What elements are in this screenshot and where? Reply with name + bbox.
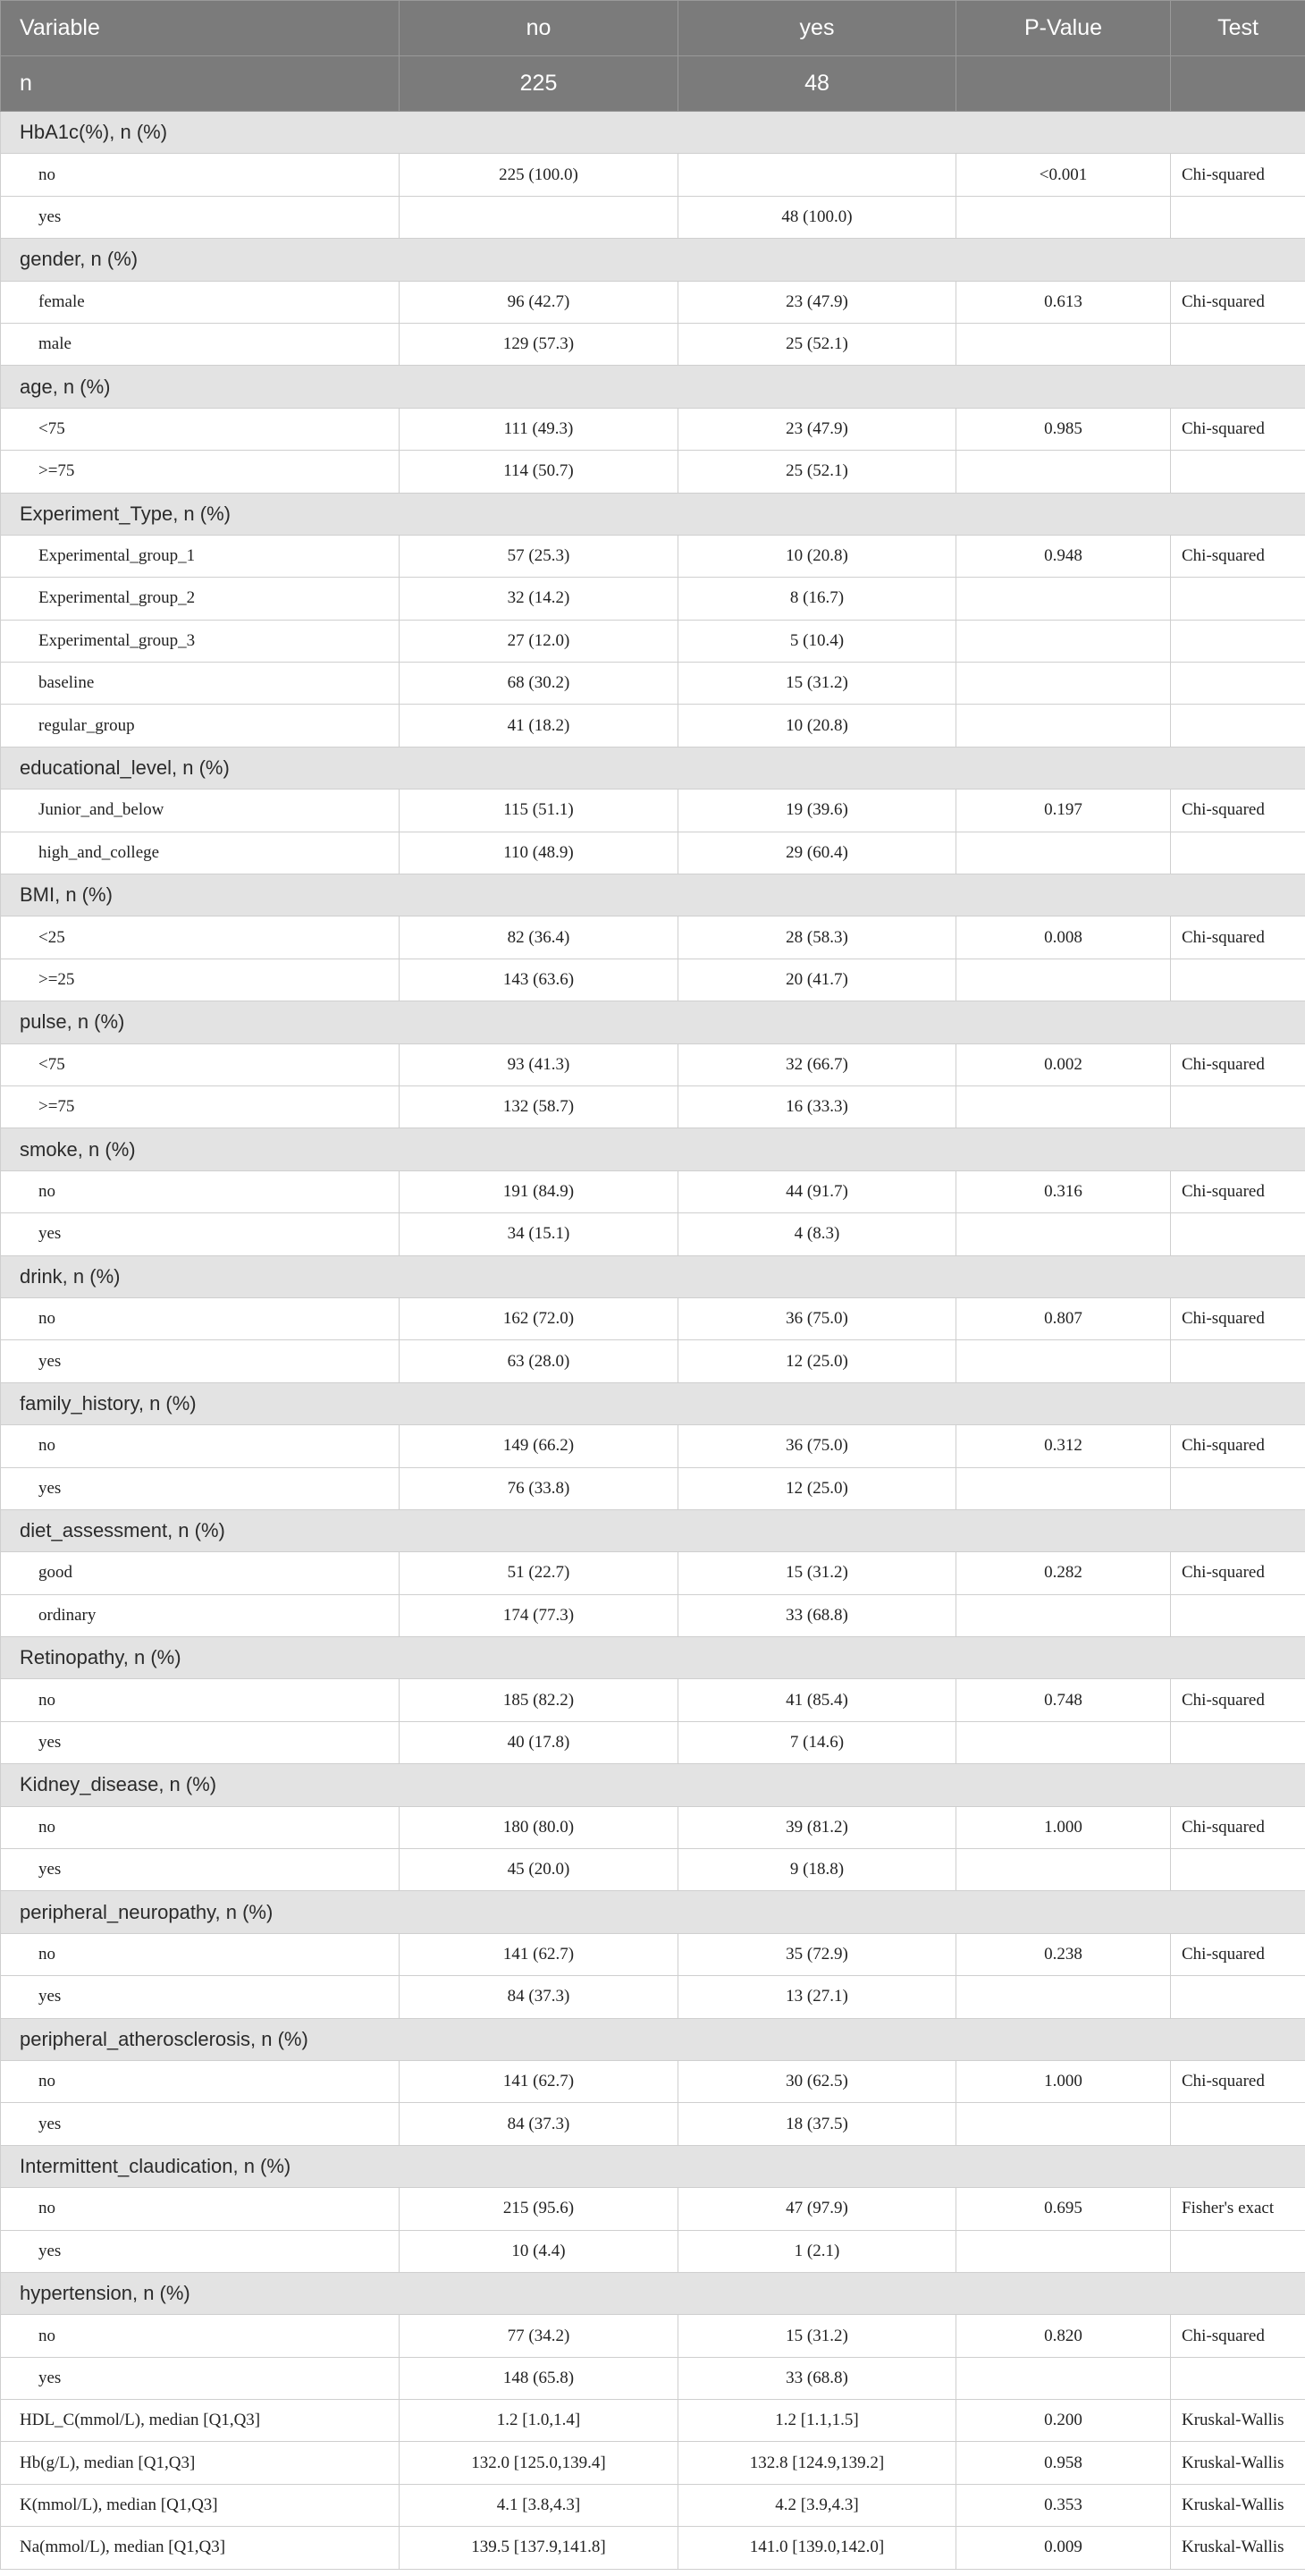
row-label: no xyxy=(1,1806,400,1848)
cell-yes: 48 (100.0) xyxy=(678,196,956,238)
cell-test: Chi-squared xyxy=(1171,1806,1305,1848)
cell-yes: 16 (33.3) xyxy=(678,1085,956,1128)
cell-p-value: <0.001 xyxy=(956,154,1171,196)
cell-yes: 23 (47.9) xyxy=(678,281,956,323)
group-label: Retinopathy, n (%) xyxy=(1,1637,1305,1679)
cell-yes: 15 (31.2) xyxy=(678,1552,956,1594)
cell-test xyxy=(1171,1849,1305,1891)
cell-p-value: 0.282 xyxy=(956,1552,1171,1594)
cell-no: 149 (66.2) xyxy=(400,1425,678,1467)
cell-no: 57 (25.3) xyxy=(400,535,678,577)
table-row xyxy=(1,1849,1305,1891)
cell-test: Kruskal-Wallis xyxy=(1171,2442,1305,2484)
table-row xyxy=(1,1213,1305,1255)
group-label: Intermittent_claudication, n (%) xyxy=(1,2145,1305,2187)
group-label: smoke, n (%) xyxy=(1,1128,1305,1170)
cell-no: 180 (80.0) xyxy=(400,1806,678,1848)
cell-p-value: 0.958 xyxy=(956,2442,1171,2484)
cell-yes: 30 (62.5) xyxy=(678,2060,956,2102)
cell-no: 63 (28.0) xyxy=(400,1340,678,1382)
cell-p-value: 0.820 xyxy=(956,2315,1171,2357)
group-label: gender, n (%) xyxy=(1,239,1305,281)
cell-p-value xyxy=(956,1721,1171,1763)
cell-test xyxy=(1171,620,1305,662)
table-row xyxy=(1,1594,1305,1636)
cell-yes: 4 (8.3) xyxy=(678,1213,956,1255)
group-label: BMI, n (%) xyxy=(1,874,1305,916)
table-row xyxy=(1,154,1305,196)
cell-no: 132 (58.7) xyxy=(400,1085,678,1128)
table-row xyxy=(1,1340,1305,1382)
row-label: yes xyxy=(1,2357,400,2399)
cell-no: 84 (37.3) xyxy=(400,1976,678,2018)
cell-no: 10 (4.4) xyxy=(400,2230,678,2272)
cell-yes: 12 (25.0) xyxy=(678,1467,956,1509)
cell-test: Chi-squared xyxy=(1171,2315,1305,2357)
cell-no: 114 (50.7) xyxy=(400,451,678,493)
cell-test xyxy=(1171,2357,1305,2399)
row-label: baseline xyxy=(1,663,400,705)
cell-p-value xyxy=(956,620,1171,662)
cell-yes: 29 (60.4) xyxy=(678,832,956,874)
row-label: yes xyxy=(1,1721,400,1763)
cell-no: 32 (14.2) xyxy=(400,578,678,620)
table-row xyxy=(1,1679,1305,1721)
cell-no: 34 (15.1) xyxy=(400,1213,678,1255)
cell-no: 96 (42.7) xyxy=(400,281,678,323)
cell-p-value: 0.613 xyxy=(956,281,1171,323)
group-header-row xyxy=(1,1255,1305,1297)
n-no: 225 xyxy=(400,56,678,112)
cell-yes: 1.2 [1.1,1.5] xyxy=(678,2400,956,2442)
cell-test xyxy=(1171,323,1305,365)
cell-no: 191 (84.9) xyxy=(400,1170,678,1212)
group-header-row xyxy=(1,493,1305,535)
group-label: family_history, n (%) xyxy=(1,1382,1305,1424)
header-p-value: P-Value xyxy=(956,1,1171,56)
header-test: Test xyxy=(1171,1,1305,56)
table-row xyxy=(1,2315,1305,2357)
table-row xyxy=(1,1552,1305,1594)
row-label: <75 xyxy=(1,1043,400,1085)
group-header-row xyxy=(1,366,1305,408)
header-yes: yes xyxy=(678,1,956,56)
cell-no: 82 (36.4) xyxy=(400,916,678,959)
cell-yes: 20 (41.7) xyxy=(678,959,956,1001)
group-label: drink, n (%) xyxy=(1,1255,1305,1297)
row-label: yes xyxy=(1,2103,400,2145)
row-label: high_and_college xyxy=(1,832,400,874)
row-label: male xyxy=(1,323,400,365)
group-label: educational_level, n (%) xyxy=(1,747,1305,789)
cell-no: 225 (100.0) xyxy=(400,154,678,196)
row-label: Experimental_group_2 xyxy=(1,578,400,620)
cell-p-value xyxy=(956,959,1171,1001)
cell-p-value xyxy=(956,1340,1171,1382)
cell-test: Chi-squared xyxy=(1171,1425,1305,1467)
cell-p-value: 0.009 xyxy=(956,2527,1171,2569)
cell-test: Kruskal-Wallis xyxy=(1171,2400,1305,2442)
cell-test: Chi-squared xyxy=(1171,916,1305,959)
table-row xyxy=(1,2527,1305,2569)
group-label: peripheral_atherosclerosis, n (%) xyxy=(1,2018,1305,2060)
cell-p-value: 0.353 xyxy=(956,2484,1171,2526)
table-row xyxy=(1,535,1305,577)
header-variable: Variable xyxy=(1,1,400,56)
cell-yes: 19 (39.6) xyxy=(678,790,956,832)
group-header-row xyxy=(1,1637,1305,1679)
cell-p-value xyxy=(956,2103,1171,2145)
cell-p-value xyxy=(956,1213,1171,1255)
row-label: no xyxy=(1,1297,400,1339)
cell-p-value: 0.197 xyxy=(956,790,1171,832)
cell-test: Fisher's exact xyxy=(1171,2188,1305,2230)
n-test xyxy=(1171,56,1305,112)
cell-test xyxy=(1171,2103,1305,2145)
cell-test: Chi-squared xyxy=(1171,1679,1305,1721)
table-row xyxy=(1,2484,1305,2526)
cell-yes: 36 (75.0) xyxy=(678,1425,956,1467)
cell-test: Chi-squared xyxy=(1171,1043,1305,1085)
cell-no xyxy=(400,196,678,238)
group-label: diet_assessment, n (%) xyxy=(1,1509,1305,1551)
row-label: Experimental_group_1 xyxy=(1,535,400,577)
row-label: no xyxy=(1,2315,400,2357)
cell-yes: 7 (14.6) xyxy=(678,1721,956,1763)
cell-p-value: 0.316 xyxy=(956,1170,1171,1212)
table-row xyxy=(1,1425,1305,1467)
cell-test xyxy=(1171,578,1305,620)
row-label: no xyxy=(1,1679,400,1721)
cell-test xyxy=(1171,1340,1305,1382)
table-row xyxy=(1,1806,1305,1848)
table-row xyxy=(1,620,1305,662)
cell-test xyxy=(1171,705,1305,747)
cell-yes: 15 (31.2) xyxy=(678,663,956,705)
cell-no: 1.2 [1.0,1.4] xyxy=(400,2400,678,2442)
cell-yes: 25 (52.1) xyxy=(678,323,956,365)
cell-test: Chi-squared xyxy=(1171,790,1305,832)
table-body xyxy=(1,112,1305,2570)
table-row xyxy=(1,196,1305,238)
cell-yes: 41 (85.4) xyxy=(678,1679,956,1721)
cell-no: 40 (17.8) xyxy=(400,1721,678,1763)
row-label: yes xyxy=(1,2230,400,2272)
row-label: ordinary xyxy=(1,1594,400,1636)
row-label: Na(mmol/L), median [Q1,Q3] xyxy=(1,2527,400,2569)
group-header-row xyxy=(1,2145,1305,2187)
row-label: Hb(g/L), median [Q1,Q3] xyxy=(1,2442,400,2484)
group-label: hypertension, n (%) xyxy=(1,2272,1305,2314)
row-label: good xyxy=(1,1552,400,1594)
cell-no: 215 (95.6) xyxy=(400,2188,678,2230)
cell-yes: 35 (72.9) xyxy=(678,1933,956,1975)
table-row xyxy=(1,1721,1305,1763)
cell-yes: 141.0 [139.0,142.0] xyxy=(678,2527,956,2569)
cell-p-value xyxy=(956,578,1171,620)
cell-test: Chi-squared xyxy=(1171,408,1305,450)
cell-yes: 39 (81.2) xyxy=(678,1806,956,1848)
cell-test xyxy=(1171,663,1305,705)
cell-yes: 47 (97.9) xyxy=(678,2188,956,2230)
cell-test: Chi-squared xyxy=(1171,535,1305,577)
cell-p-value xyxy=(956,323,1171,365)
group-label: pulse, n (%) xyxy=(1,1001,1305,1043)
cell-no: 41 (18.2) xyxy=(400,705,678,747)
row-label: regular_group xyxy=(1,705,400,747)
cell-p-value: 0.238 xyxy=(956,1933,1171,1975)
cell-test: Chi-squared xyxy=(1171,2060,1305,2102)
cell-no: 84 (37.3) xyxy=(400,2103,678,2145)
table-row xyxy=(1,1933,1305,1975)
cell-p-value xyxy=(956,663,1171,705)
row-label: yes xyxy=(1,1976,400,2018)
table-row xyxy=(1,2442,1305,2484)
cell-yes: 8 (16.7) xyxy=(678,578,956,620)
group-label: Kidney_disease, n (%) xyxy=(1,1764,1305,1806)
group-label: HbA1c(%), n (%) xyxy=(1,112,1305,154)
table-header xyxy=(1,1,1305,112)
cell-yes: 33 (68.8) xyxy=(678,2357,956,2399)
row-label: yes xyxy=(1,196,400,238)
cell-p-value: 0.200 xyxy=(956,2400,1171,2442)
cell-yes: 25 (52.1) xyxy=(678,451,956,493)
cell-yes: 23 (47.9) xyxy=(678,408,956,450)
cell-no: 93 (41.3) xyxy=(400,1043,678,1085)
row-label: <25 xyxy=(1,916,400,959)
row-label: yes xyxy=(1,1340,400,1382)
cell-test: Chi-squared xyxy=(1171,1297,1305,1339)
cell-yes: 132.8 [124.9,139.2] xyxy=(678,2442,956,2484)
cell-p-value xyxy=(956,2230,1171,2272)
cell-test: Chi-squared xyxy=(1171,154,1305,196)
table-row xyxy=(1,281,1305,323)
row-label: yes xyxy=(1,1849,400,1891)
cell-yes: 32 (66.7) xyxy=(678,1043,956,1085)
cell-no: 148 (65.8) xyxy=(400,2357,678,2399)
cell-test xyxy=(1171,1467,1305,1509)
cell-yes: 18 (37.5) xyxy=(678,2103,956,2145)
cell-no: 45 (20.0) xyxy=(400,1849,678,1891)
n-row xyxy=(1,56,1305,112)
cell-yes: 1 (2.1) xyxy=(678,2230,956,2272)
cell-yes: 9 (18.8) xyxy=(678,1849,956,1891)
cell-no: 141 (62.7) xyxy=(400,1933,678,1975)
cell-no: 139.5 [137.9,141.8] xyxy=(400,2527,678,2569)
cell-no: 68 (30.2) xyxy=(400,663,678,705)
row-label: yes xyxy=(1,1213,400,1255)
cell-p-value: 1.000 xyxy=(956,2060,1171,2102)
cell-no: 162 (72.0) xyxy=(400,1297,678,1339)
cell-p-value: 0.002 xyxy=(956,1043,1171,1085)
row-label: yes xyxy=(1,1467,400,1509)
cell-test xyxy=(1171,959,1305,1001)
cell-p-value: 0.985 xyxy=(956,408,1171,450)
cell-test xyxy=(1171,451,1305,493)
table-row xyxy=(1,663,1305,705)
cell-test xyxy=(1171,1721,1305,1763)
cell-test xyxy=(1171,1976,1305,2018)
n-yes: 48 xyxy=(678,56,956,112)
group-header-row xyxy=(1,747,1305,789)
row-label: >=25 xyxy=(1,959,400,1001)
cell-no: 27 (12.0) xyxy=(400,620,678,662)
group-header-row xyxy=(1,112,1305,154)
cell-yes: 13 (27.1) xyxy=(678,1976,956,2018)
cell-test: Kruskal-Wallis xyxy=(1171,2484,1305,2526)
cell-p-value xyxy=(956,1085,1171,1128)
cell-p-value xyxy=(956,1467,1171,1509)
group-header-row xyxy=(1,239,1305,281)
table-row xyxy=(1,959,1305,1001)
cell-yes: 10 (20.8) xyxy=(678,535,956,577)
table-row xyxy=(1,1085,1305,1128)
group-label: peripheral_neuropathy, n (%) xyxy=(1,1891,1305,1933)
cell-p-value: 1.000 xyxy=(956,1806,1171,1848)
cell-p-value xyxy=(956,1594,1171,1636)
cell-yes: 33 (68.8) xyxy=(678,1594,956,1636)
cell-no: 143 (63.6) xyxy=(400,959,678,1001)
table-row xyxy=(1,323,1305,365)
cell-test xyxy=(1171,196,1305,238)
table-row xyxy=(1,2357,1305,2399)
row-label: Junior_and_below xyxy=(1,790,400,832)
cell-yes: 4.2 [3.9,4.3] xyxy=(678,2484,956,2526)
cell-p-value: 0.312 xyxy=(956,1425,1171,1467)
cell-no: 132.0 [125.0,139.4] xyxy=(400,2442,678,2484)
cell-no: 129 (57.3) xyxy=(400,323,678,365)
table-row xyxy=(1,2230,1305,2272)
cell-p-value xyxy=(956,451,1171,493)
cell-yes: 5 (10.4) xyxy=(678,620,956,662)
table-row xyxy=(1,1297,1305,1339)
table-row xyxy=(1,916,1305,959)
cell-no: 110 (48.9) xyxy=(400,832,678,874)
cell-test xyxy=(1171,1085,1305,1128)
row-label: <75 xyxy=(1,408,400,450)
table-row xyxy=(1,578,1305,620)
cell-test: Chi-squared xyxy=(1171,1170,1305,1212)
cell-test: Kruskal-Wallis xyxy=(1171,2527,1305,2569)
cell-no: 141 (62.7) xyxy=(400,2060,678,2102)
table-row xyxy=(1,408,1305,450)
row-label: no xyxy=(1,2188,400,2230)
table-row xyxy=(1,2103,1305,2145)
group-header-row xyxy=(1,1382,1305,1424)
cell-p-value xyxy=(956,2357,1171,2399)
row-label: >=75 xyxy=(1,451,400,493)
group-header-row xyxy=(1,1509,1305,1551)
cell-test: Chi-squared xyxy=(1171,1552,1305,1594)
table-row xyxy=(1,1467,1305,1509)
group-header-row xyxy=(1,1128,1305,1170)
table-row xyxy=(1,705,1305,747)
cell-yes: 12 (25.0) xyxy=(678,1340,956,1382)
cell-test xyxy=(1171,1213,1305,1255)
group-label: age, n (%) xyxy=(1,366,1305,408)
cell-p-value xyxy=(956,832,1171,874)
row-label: no xyxy=(1,1170,400,1212)
group-header-row xyxy=(1,1764,1305,1806)
cell-test: Chi-squared xyxy=(1171,281,1305,323)
group-header-row xyxy=(1,2272,1305,2314)
n-label: n xyxy=(1,56,400,112)
cell-test: Chi-squared xyxy=(1171,1933,1305,1975)
n-p-value xyxy=(956,56,1171,112)
cell-p-value: 0.008 xyxy=(956,916,1171,959)
group-header-row xyxy=(1,874,1305,916)
row-label: no xyxy=(1,154,400,196)
row-label: HDL_C(mmol/L), median [Q1,Q3] xyxy=(1,2400,400,2442)
row-label: Experimental_group_3 xyxy=(1,620,400,662)
cell-yes: 28 (58.3) xyxy=(678,916,956,959)
cell-no: 185 (82.2) xyxy=(400,1679,678,1721)
cell-p-value xyxy=(956,1976,1171,2018)
cell-test xyxy=(1171,1594,1305,1636)
group-header-row xyxy=(1,2018,1305,2060)
row-label: no xyxy=(1,2060,400,2102)
cell-yes: 36 (75.0) xyxy=(678,1297,956,1339)
cell-no: 115 (51.1) xyxy=(400,790,678,832)
cell-no: 4.1 [3.8,4.3] xyxy=(400,2484,678,2526)
row-label: female xyxy=(1,281,400,323)
cell-test xyxy=(1171,832,1305,874)
group-label: Experiment_Type, n (%) xyxy=(1,493,1305,535)
header-row xyxy=(1,1,1305,56)
cell-p-value: 0.748 xyxy=(956,1679,1171,1721)
cell-yes: 15 (31.2) xyxy=(678,2315,956,2357)
table-row xyxy=(1,1170,1305,1212)
cell-p-value: 0.948 xyxy=(956,535,1171,577)
cell-yes: 10 (20.8) xyxy=(678,705,956,747)
cell-p-value: 0.695 xyxy=(956,2188,1171,2230)
table-row xyxy=(1,832,1305,874)
cell-no: 174 (77.3) xyxy=(400,1594,678,1636)
cell-no: 111 (49.3) xyxy=(400,408,678,450)
table-row xyxy=(1,790,1305,832)
cell-yes xyxy=(678,154,956,196)
cell-p-value xyxy=(956,1849,1171,1891)
table-row xyxy=(1,2188,1305,2230)
cell-test xyxy=(1171,2230,1305,2272)
cell-no: 77 (34.2) xyxy=(400,2315,678,2357)
cell-yes: 44 (91.7) xyxy=(678,1170,956,1212)
cell-p-value xyxy=(956,196,1171,238)
cell-p-value xyxy=(956,705,1171,747)
cell-p-value: 0.807 xyxy=(956,1297,1171,1339)
table-row xyxy=(1,2400,1305,2442)
table-row xyxy=(1,1976,1305,2018)
table-row xyxy=(1,451,1305,493)
table-row xyxy=(1,2060,1305,2102)
table-row xyxy=(1,1043,1305,1085)
group-header-row xyxy=(1,1001,1305,1043)
cell-no: 76 (33.8) xyxy=(400,1467,678,1509)
header-no: no xyxy=(400,1,678,56)
row-label: no xyxy=(1,1425,400,1467)
group-header-row xyxy=(1,1891,1305,1933)
row-label: >=75 xyxy=(1,1085,400,1128)
row-label: no xyxy=(1,1933,400,1975)
row-label: K(mmol/L), median [Q1,Q3] xyxy=(1,2484,400,2526)
cell-no: 51 (22.7) xyxy=(400,1552,678,1594)
